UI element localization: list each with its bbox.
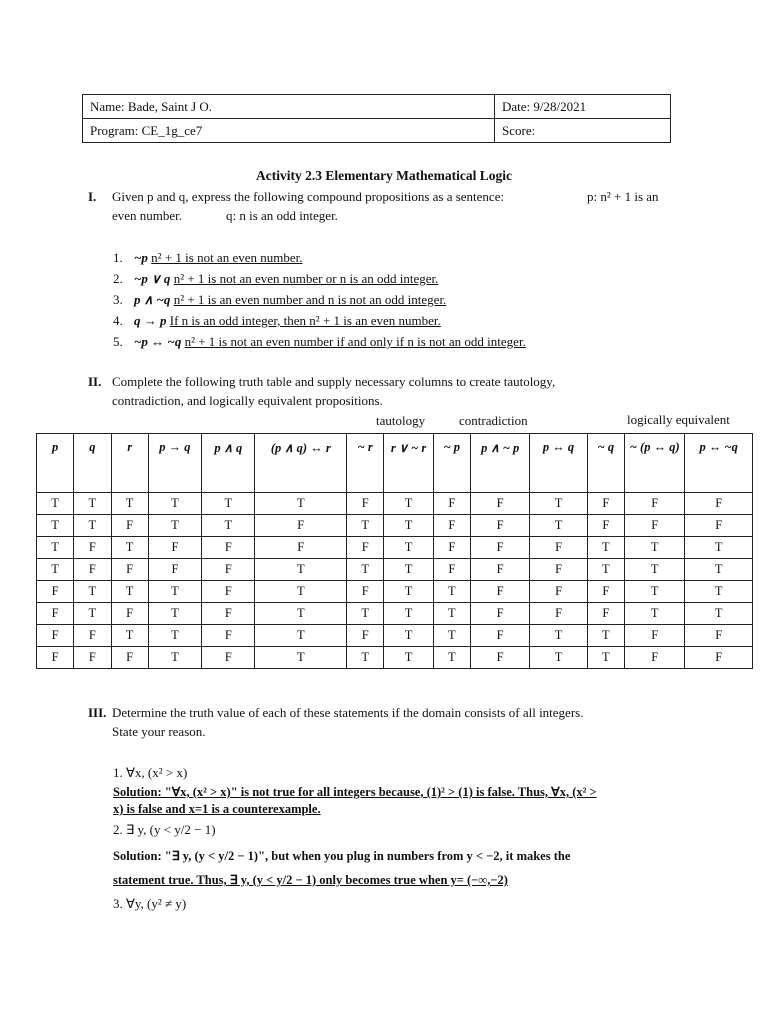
label-contradiction: contradiction [459,413,528,428]
truth-table-cell: T [685,559,753,581]
truth-table-cell: F [37,625,74,647]
truth-table-cell: F [37,647,74,669]
truth-table-row [37,559,753,581]
truth-table-cell: F [202,603,255,625]
truth-table-cell: F [111,559,148,581]
truth-table-cell: T [530,515,587,537]
truth-table-cell: T [37,537,74,559]
truth-table-cell: T [384,493,433,515]
truth-table-cell: T [384,603,433,625]
truth-table-cell: T [74,581,111,603]
truth-table-cell: T [384,515,433,537]
truth-table-cell: F [433,537,470,559]
truth-table-cell: F [587,515,624,537]
truth-table-cell: T [111,625,148,647]
truth-table [36,433,753,669]
truth-table-row [37,625,753,647]
truth-table-cell: T [74,603,111,625]
truth-table-cell: T [255,559,347,581]
truth-table-cell: T [384,581,433,603]
part3-solution1-b: x) is false and x=1 is a counterexample. [113,802,321,816]
truth-table-row [37,515,753,537]
truth-table-cell: T [74,515,111,537]
part3-solution2-a: Solution: "∃ y, (y < y/2 − 1)", but when you plug in numbers from y < −2, it makes the [113,849,571,863]
truth-table-cell: T [384,625,433,647]
truth-table-cell: T [347,647,384,669]
part3-instruction-a: Determine the truth value of each of these statements if the domain consists of all integers. [112,705,584,720]
part1-item [134,313,441,329]
truth-table-cell: T [685,603,753,625]
truth-table-cell: T [587,625,624,647]
truth-table-header: q [74,434,111,493]
part1-item-symbol: p ∧ ~q [134,292,171,307]
truth-table-cell: F [255,537,347,559]
truth-table-cell: F [347,625,384,647]
truth-table-cell: F [624,625,684,647]
truth-table-cell: T [624,603,684,625]
part1-item-number: 5. [113,334,123,349]
truth-table-cell: T [685,581,753,603]
header-table [82,94,671,143]
truth-table-cell: F [470,647,529,669]
part1-item [134,271,438,287]
part1-instruction-b: even number. [112,208,183,223]
truth-table-header: p ∧ q [202,434,255,493]
truth-table-cell: F [470,559,529,581]
truth-table-cell: F [202,581,255,603]
truth-table-cell: F [530,559,587,581]
truth-table-cell: F [470,625,529,647]
truth-table-header: p ∧ ~ p [470,434,529,493]
truth-table-row [37,493,753,515]
label-tautology: tautology [376,413,426,428]
program-cell: Program: CE_1g_ce7 [83,119,495,143]
part3-item1: 1. ∀x, (x² > x) [113,765,188,780]
truth-table-cell: T [255,581,347,603]
truth-table-cell: F [74,625,111,647]
truth-table-header: p ↔ q [530,434,587,493]
truth-table-cell: T [384,559,433,581]
truth-table-cell: F [685,493,753,515]
truth-table-header: ~ q [587,434,624,493]
truth-table-header: ~ r [347,434,384,493]
truth-table-cell: T [624,581,684,603]
truth-table-cell: F [74,559,111,581]
truth-table-cell: T [587,647,624,669]
truth-table-cell: F [148,537,201,559]
part1-item [134,250,303,266]
page-title: Activity 2.3 Elementary Mathematical Logic [255,168,513,183]
truth-table-cell: F [587,493,624,515]
truth-table-cell: T [111,581,148,603]
truth-table-cell: F [685,647,753,669]
part1-item-sentence: n² + 1 is not an even number or n is an odd integer. [173,271,439,286]
part3-solution2-b: statement true. Thus, ∃ y, (y < y/2 − 1) only becomes true when y= (−∞,−2) [113,873,508,887]
part2-instruction-b: contradiction, and logically equivalent propositions. [112,393,383,408]
part1-item-symbol: ~p [134,250,148,265]
truth-table-header: ~ p [433,434,470,493]
part1-item-symbol: ~p ↔ ~q [134,334,182,349]
part1-item-sentence: n² + 1 is an even number and n is not an odd integer. [173,292,447,307]
score-cell: Score: [495,119,671,143]
truth-table-cell: F [148,559,201,581]
part1-item-sentence: n² + 1 is not an even number. [151,250,303,265]
label-logically-equivalent: logically equivalent [627,412,730,427]
part1-item-symbol: ~p ∨ q [134,271,171,286]
truth-table-cell: F [37,581,74,603]
truth-table-cell: T [347,515,384,537]
truth-table-cell: T [202,493,255,515]
truth-table-cell: F [470,515,529,537]
truth-table-cell: F [433,493,470,515]
part1-item [134,292,446,308]
truth-table-cell: T [384,537,433,559]
truth-table-cell: F [347,493,384,515]
part1-item [134,334,526,350]
truth-table-cell: F [530,537,587,559]
truth-table-cell: T [111,493,148,515]
part1-item-number: 4. [113,313,123,328]
truth-table-cell: T [347,603,384,625]
truth-table-cell: F [111,515,148,537]
truth-table-cell: F [624,647,684,669]
truth-table-cell: F [74,537,111,559]
truth-table-cell: F [347,581,384,603]
truth-table-cell: T [111,537,148,559]
date-cell: Date: 9/28/2021 [495,95,671,119]
truth-table-cell: F [433,559,470,581]
truth-table-cell: T [530,647,587,669]
part1-p-def: p: n² + 1 is an [587,189,659,204]
part1-q-def: q: n is an odd integer. [226,208,338,223]
truth-table-cell: T [685,537,753,559]
truth-table-cell: F [202,559,255,581]
truth-table-row [37,537,753,559]
truth-table-cell: F [74,647,111,669]
truth-table-cell: F [530,603,587,625]
truth-table-cell: F [433,515,470,537]
truth-table-cell: T [530,493,587,515]
truth-table-header: r ∨ ~ r [384,434,433,493]
truth-table-cell: T [74,493,111,515]
part1-numeral: I. [88,189,97,204]
truth-table-cell: T [384,647,433,669]
truth-table-cell: T [587,537,624,559]
truth-table-cell: T [255,603,347,625]
part1-item-number: 3. [113,292,123,307]
truth-table-header: p [37,434,74,493]
truth-table-cell: T [255,647,347,669]
part1-item-number: 2. [113,271,123,286]
truth-table-cell: F [624,515,684,537]
part1-item-sentence: n² + 1 is not an even number if and only if n is not an odd integer. [184,334,526,349]
truth-table-cell: F [37,603,74,625]
part2-numeral: II. [88,374,102,389]
part3-solution1-a: Solution: "∀x, (x² > x)" is not true for all integers because, (1)² > (1) is false. Thus, ∀x, (x² > [113,785,597,799]
truth-table-cell: F [470,603,529,625]
truth-table-cell: F [685,515,753,537]
truth-table-cell: T [37,493,74,515]
truth-table-cell: T [37,559,74,581]
name-cell: Name: Bade, Saint J O. [83,95,495,119]
truth-table-cell: F [530,581,587,603]
truth-table-cell: T [148,493,201,515]
truth-table-cell: T [433,581,470,603]
truth-table-cell: T [148,647,201,669]
truth-table-header: ~ (p ↔ q) [624,434,684,493]
truth-table-cell: F [202,625,255,647]
truth-table-row [37,581,753,603]
part3-numeral: III. [88,705,107,720]
truth-table-cell: T [148,581,201,603]
truth-table-cell: T [587,559,624,581]
truth-table-cell: T [37,515,74,537]
truth-table-header: r [111,434,148,493]
truth-table-row [37,603,753,625]
truth-table-cell: T [347,559,384,581]
truth-table-cell: F [202,537,255,559]
truth-table-cell: T [624,537,684,559]
truth-table-cell: T [530,625,587,647]
truth-table-header: p ↔ ~q [685,434,753,493]
truth-table-cell: F [470,537,529,559]
truth-table-header: p → q [148,434,201,493]
truth-table-cell: T [202,515,255,537]
truth-table-row [37,647,753,669]
truth-table-cell: F [587,603,624,625]
part2-instruction-a: Complete the following truth table and supply necessary columns to create tautology, [112,374,556,389]
truth-table-cell: T [148,603,201,625]
truth-table-cell: F [202,647,255,669]
truth-table-cell: F [470,581,529,603]
part1-item-number: 1. [113,250,123,265]
part3-item2: 2. ∃ y, (y < y/2 − 1) [113,822,216,837]
truth-table-cell: T [255,625,347,647]
truth-table-cell: F [470,493,529,515]
truth-table-cell: F [587,581,624,603]
truth-table-cell: F [255,515,347,537]
part1-item-sentence: If n is an odd integer, then n² + 1 is an even number. [169,313,441,328]
part3-instruction-b: State your reason. [112,724,206,739]
truth-table-cell: F [347,537,384,559]
part3-item3: 3. ∀y, (y² ≠ y) [113,896,187,911]
truth-table-cell: T [433,603,470,625]
truth-table-cell: F [624,493,684,515]
part1-instruction-a: Given p and q, express the following compound propositions as a sentence: [112,189,505,204]
truth-table-cell: T [433,625,470,647]
truth-table-cell: T [148,625,201,647]
truth-table-cell: T [148,515,201,537]
truth-table-cell: T [624,559,684,581]
truth-table-cell: F [111,647,148,669]
truth-table-cell: F [685,625,753,647]
part1-item-symbol: q → p [134,313,167,328]
truth-table-cell: T [255,493,347,515]
truth-table-header: (p ∧ q) ↔ r [255,434,347,493]
truth-table-cell: T [433,647,470,669]
truth-table-cell: F [111,603,148,625]
